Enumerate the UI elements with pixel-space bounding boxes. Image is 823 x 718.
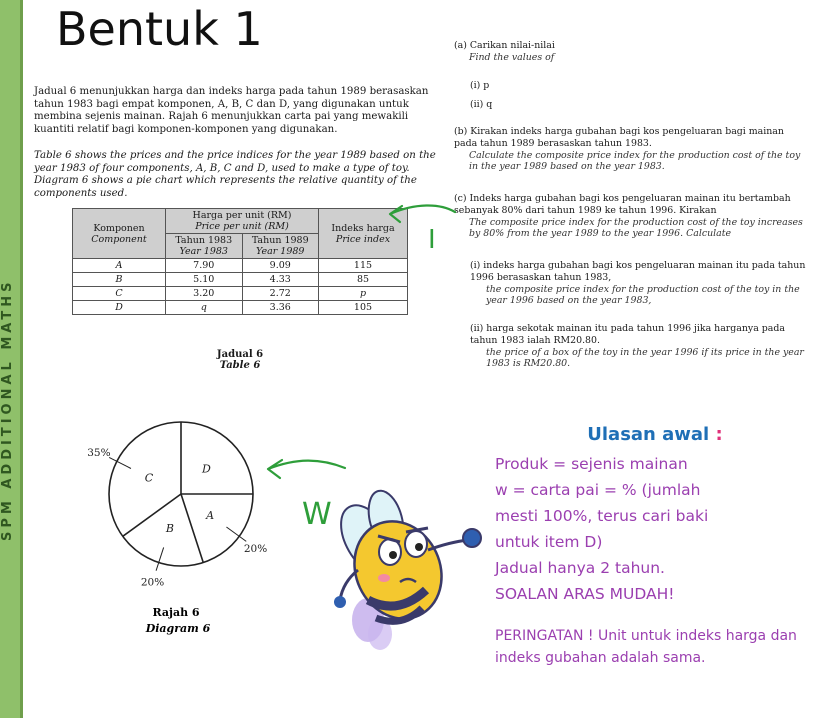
table-row: C 3.20 2.72 p (73, 287, 408, 301)
notes-heading: Ulasan awal : (587, 424, 723, 445)
table-caption: Jadual 6 Table 6 (216, 349, 264, 371)
mark-i: I (428, 225, 436, 255)
question-a: (a) Carikan nilai-nilai Find the values of (454, 40, 555, 63)
pie-value-label: 20% (140, 576, 165, 589)
sidebar-label: SPM ADDITIONAL MATHS (0, 278, 15, 542)
question-a-i: (i) p (470, 80, 490, 91)
slide-title: Bentuk 1 (56, 2, 263, 56)
notes-line: SOALAN ARAS MUDAH! (495, 585, 675, 603)
pie-value-label: 20% (243, 543, 268, 556)
notes-line: Jadual hanya 2 tahun. (495, 559, 665, 577)
question-b: (b) Kirakan indeks harga gubahan bagi kos pengeluaran bagi mainan pada tahun 1989 berasaskan tahun 1983. Calculate the composite price index for the production cost of the toy in the year 1989 based on the year 1983. (454, 126, 801, 173)
question-c-ii: (ii) harga sekotak mainan itu pada tahun 1996 jika harganya pada tahun 1983 ialah RM20.80. the price of a box of the toy in the year 1996 if its price in the year 1983 is RM20.80. (470, 323, 804, 370)
header-index: Indeks harga Price index (319, 209, 408, 259)
intro-english: Table 6 shows the prices and the price indices for the year 1989 based on the year 1983 of four components, A, B, C and D, used to make a type of toy. Diagram 6 shows a pie chart which represents the relative quantity of the components used. (34, 150, 436, 199)
table-row: A 7.90 9.09 115 (73, 259, 408, 273)
notes-line: w = carta pai = % (jumlah (495, 481, 701, 499)
notes-line: untuk item D) (495, 533, 603, 551)
header-1983: Tahun 1983 Year 1983 (166, 234, 243, 259)
notes-warning: PERINGATAN ! Unit untuk indeks harga dan indeks gubahan adalah sama. (495, 628, 797, 666)
pie-slice-label: D (202, 462, 211, 476)
table-row: D q 3.36 105 (73, 301, 408, 315)
header-1989: Tahun 1989 Year 1989 (242, 234, 319, 259)
pie-caption-en: Diagram 6 (145, 622, 211, 635)
table-row: B 5.10 4.33 85 (73, 273, 408, 287)
pie-caption: Rajah 6 (152, 606, 200, 619)
header-price: Harga per unit (RM) Price per unit (RM) (166, 209, 319, 234)
question-c-i: (i) indeks harga gubahan bagi kos pengeluaran mainan itu pada tahun 1996 berasaskan tahun 1983, the composite price index for the production cost of the toy in the year 1996 based on the year 1983, (470, 260, 806, 307)
notes-line: mesti 100%, terus cari baki (495, 507, 709, 525)
question-c: (c) Indeks harga gubahan bagi kos pengeluaran mainan itu bertambah sebanyak 80% dari tahun 1989 ke tahun 1996. Kirakan The composite price index for the production cost of the toy increases by 80% from the year 1989 to the year 1996. Calculate (454, 193, 803, 240)
mark-w: W (302, 497, 332, 532)
pie-value-label: 35% (87, 447, 111, 460)
pie-slice-label: C (144, 471, 154, 485)
teacher-notes (495, 424, 815, 669)
header-component: Komponen Component (73, 209, 166, 259)
question-a-ii: (ii) q (470, 99, 493, 110)
pie-slice-label: A (206, 509, 215, 523)
intro-malay: Jadual 6 menunjukkan harga dan indeks harga pada tahun 1989 berasaskan tahun 1983 bagi empat komponen, A, B, C dan D, yang digunakan untuk membina sejenis mainan. Rajah 6 menunjukkan carta pai yang mewakili kuantiti relatif bagi komponen-komponen yang digunakan. (34, 86, 429, 135)
pie-slice-label: B (165, 522, 174, 536)
notes-line: Produk = sejenis mainan (495, 455, 688, 473)
